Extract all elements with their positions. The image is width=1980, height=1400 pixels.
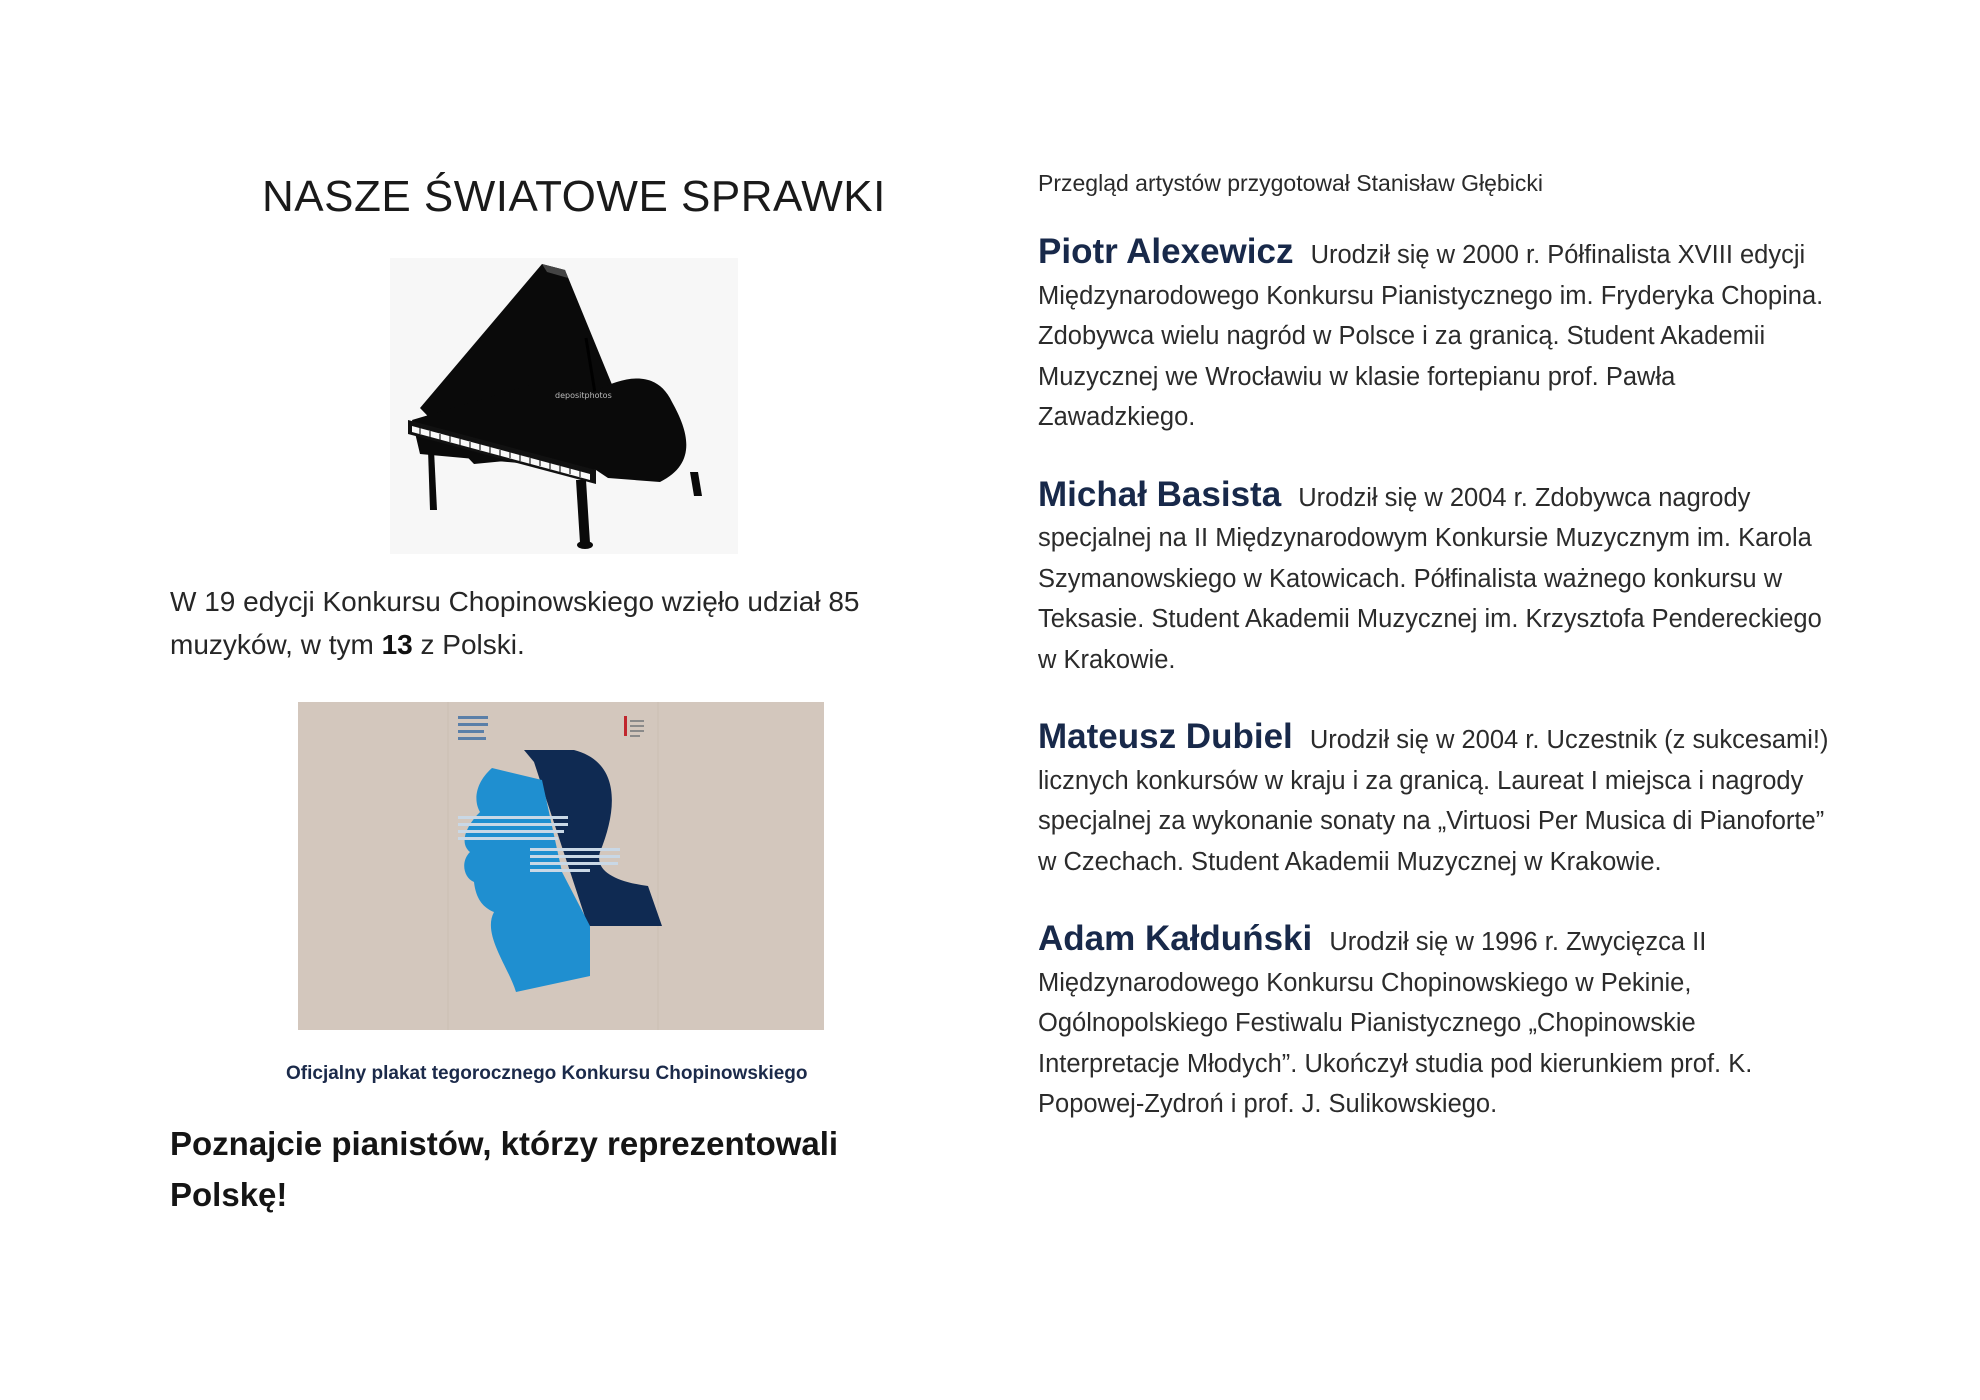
poster-image xyxy=(298,702,824,1030)
bio-michal-basista xyxy=(1038,475,1838,681)
grand-piano-icon xyxy=(390,258,738,554)
poster-caption: Oficjalny plakat tegorocznego Konkursu Chopinowskiego xyxy=(286,1063,808,1084)
competition-poster xyxy=(298,702,824,1030)
pianist-name: Adam Kałduński xyxy=(1038,919,1313,958)
bio-piotr-alexewicz xyxy=(1038,232,1838,438)
pianist-bio-text: Urodził się w 1996 r. Zwycięzca II Międzynarodowego Konkursu Chopinowskiego w Pekinie, Ogólnopolskiego Festiwalu Pianistycznego „Chopinowskie Interpretacje Młodych”. Ukończył studia pod kierunkiem prof. K. Popowej-Zydroń i prof. J. Sulikowskiego. xyxy=(1038,928,1753,1118)
pianist-bios xyxy=(1038,232,1838,1162)
page-title: NASZE ŚWIATOWE SPRAWKI xyxy=(262,172,886,221)
intro-polish-count: 13 xyxy=(381,629,413,660)
pianist-name: Michał Basista xyxy=(1038,474,1282,514)
pianist-bio-text: Urodził się w 2004 r. Zdobywca nagrody specjalnej na II Międzynarodowym Konkursie Muzycznym im. Karola Szymanowskiego w Katowicach. Półfinalista ważnego konkursu w Teksasie. Student Akademii Muzycznej im. Krzysztofa Pendereckiego w Krakowie. xyxy=(1038,483,1822,674)
pianist-name: Piotr Alexewicz xyxy=(1038,232,1294,271)
bio-adam-kaldunski xyxy=(1038,919,1838,1125)
intro-text-end: z Polski. xyxy=(412,629,525,660)
pianist-bio-text: Urodził się w 2000 r. Półfinalista XVIII edycji Międzynarodowego Konkursu Pianistycznego im. Fryderyka Chopina. Zdobywca wielu nagród w Polsce i za granicą. Student Akademii Muzycznej we Wrocławiu w klasie fortepianu prof. Pawła Zawadzkiego. xyxy=(1038,241,1824,431)
intro-text-start: W 19 edycji Konkursu Chopinowskiego wzięło udział 85 muzyków, w tym xyxy=(170,586,860,660)
bio-mateusz-dubiel xyxy=(1038,717,1838,882)
call-to-action-heading: Poznajcie pianistów, którzy reprezentowali Polskę! xyxy=(170,1125,839,1213)
pianist-bio-text: Urodził się w 2004 r. Uczestnik (z sukcesami!) licznych konkursów w kraju i za granicą. Laureat I miejsca i nagrody specjalnej za wykonanie sonaty na „Virtuosi Per Musica di Pianoforte” w Czechach. Student Akademii Muzycznej w Krakowie. xyxy=(1038,726,1829,876)
author-credit: Przegląd artystów przygotował Stanisław Głębicki xyxy=(1038,170,1543,196)
piano-watermark: depositphotos xyxy=(555,391,612,400)
intro-paragraph xyxy=(170,580,930,666)
grand-piano-illustration xyxy=(390,258,738,554)
pianist-name: Mateusz Dubiel xyxy=(1038,717,1293,756)
